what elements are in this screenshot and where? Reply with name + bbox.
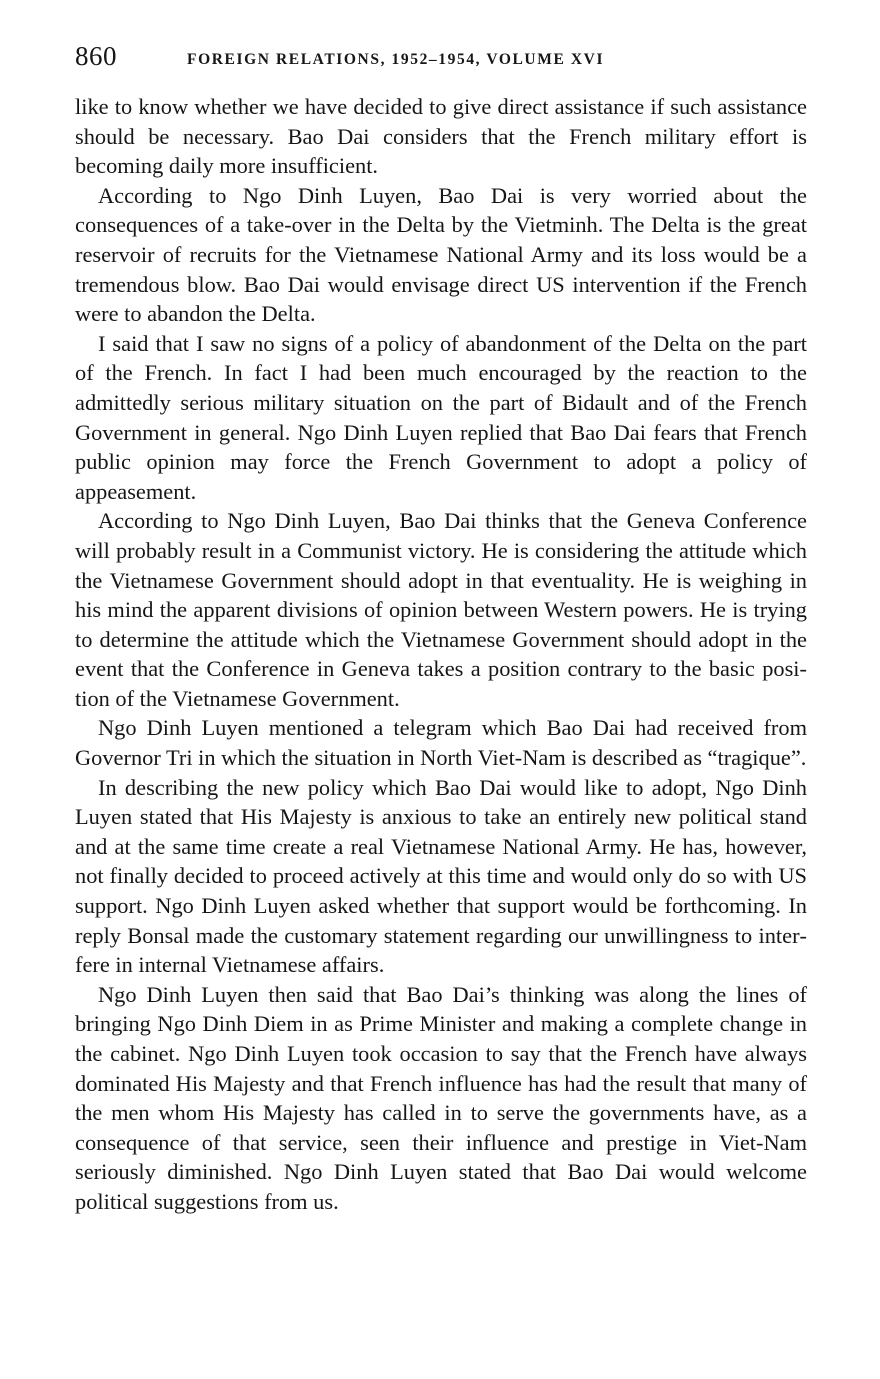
paragraph-6: In describing the new policy which Bao Dai would like to adopt, Ngo Dinh Luyen stated that His Majesty is anxious to take an entirely new political stand and at the same time create a real Vietnamese National Army. He has, however, not finally decided to proceed actively at this time and would only do so with US support. Ngo Dinh Luyen asked whether that support would be forthcoming. In reply Bonsal made the customary statement regarding our unwillingness to interfere in internal Vietnamese affairs. xyxy=(75,774,807,978)
paragraph-3: I said that I saw no signs of a policy of abandonment of the Delta on the part of the French. In fact I had been much encouraged by the reaction to the admittedly serious military situation on the part of Bidault and of the French Government in general. Ngo Dinh Luyen replied that Bao Dai fears that French public opinion may force the French Government to adopt a policy of appeasement. xyxy=(75,330,807,504)
page-number: 860 xyxy=(75,41,117,71)
paragraph-7: Ngo Dinh Luyen then said that Bao Dai’s thinking was along the lines of bringing Ngo Dinh Diem in as Prime Minister and making a complete change in the cabinet. Ngo Dinh Luyen took occasion to say that the French have always dominated His Majesty and that French influence has had the result that many of the men whom His Majesty has called in to serve the governments have, as a consequence of that service, seen their influence and prestige in Viet-Nam seriously diminished. Ngo Dinh Luyen stated that Bao Dai would welcome political suggestions from us. xyxy=(75,981,807,1214)
running-title: FOREIGN RELATIONS, 1952–1954, VOLUME XVI xyxy=(187,51,605,68)
paragraph-4: According to Ngo Dinh Luyen, Bao Dai thinks that the Geneva Conference will probably result in a Communist victory. He is considering the attitude which the Vietnamese Government should adopt in that eventuality. He is weighing in his mind the apparent divisions of opinion between Western powers. He is trying to determine the attitude which the Vietnamese Government should adopt in the event that the Conference in Geneva takes a position contrary to the basic position of the Vietnamese Government. xyxy=(75,508,807,711)
paragraph-1: like to know whether we have decided to give direct assistance if such assistance should be necessary. Bao Dai considers that the French military effort is becoming daily more insufficient. xyxy=(75,94,807,179)
body-text xyxy=(75,92,807,1217)
paragraph-2: According to Ngo Dinh Luyen, Bao Dai is very worried about the consequences of a take-over in the Delta by the Vietminh. The Delta is the great reservoir of recruits for the Vietnamese National Army and its loss would be a tremendous blow. Bao Dai would envisage direct US intervention if the French were to abandon the Delta. xyxy=(75,182,807,327)
paragraph-5: Ngo Dinh Luyen mentioned a telegram which Bao Dai had received from Governor Tri in which the situation in North Viet-Nam is described as “tragique”. xyxy=(75,715,807,771)
running-header xyxy=(75,40,805,80)
